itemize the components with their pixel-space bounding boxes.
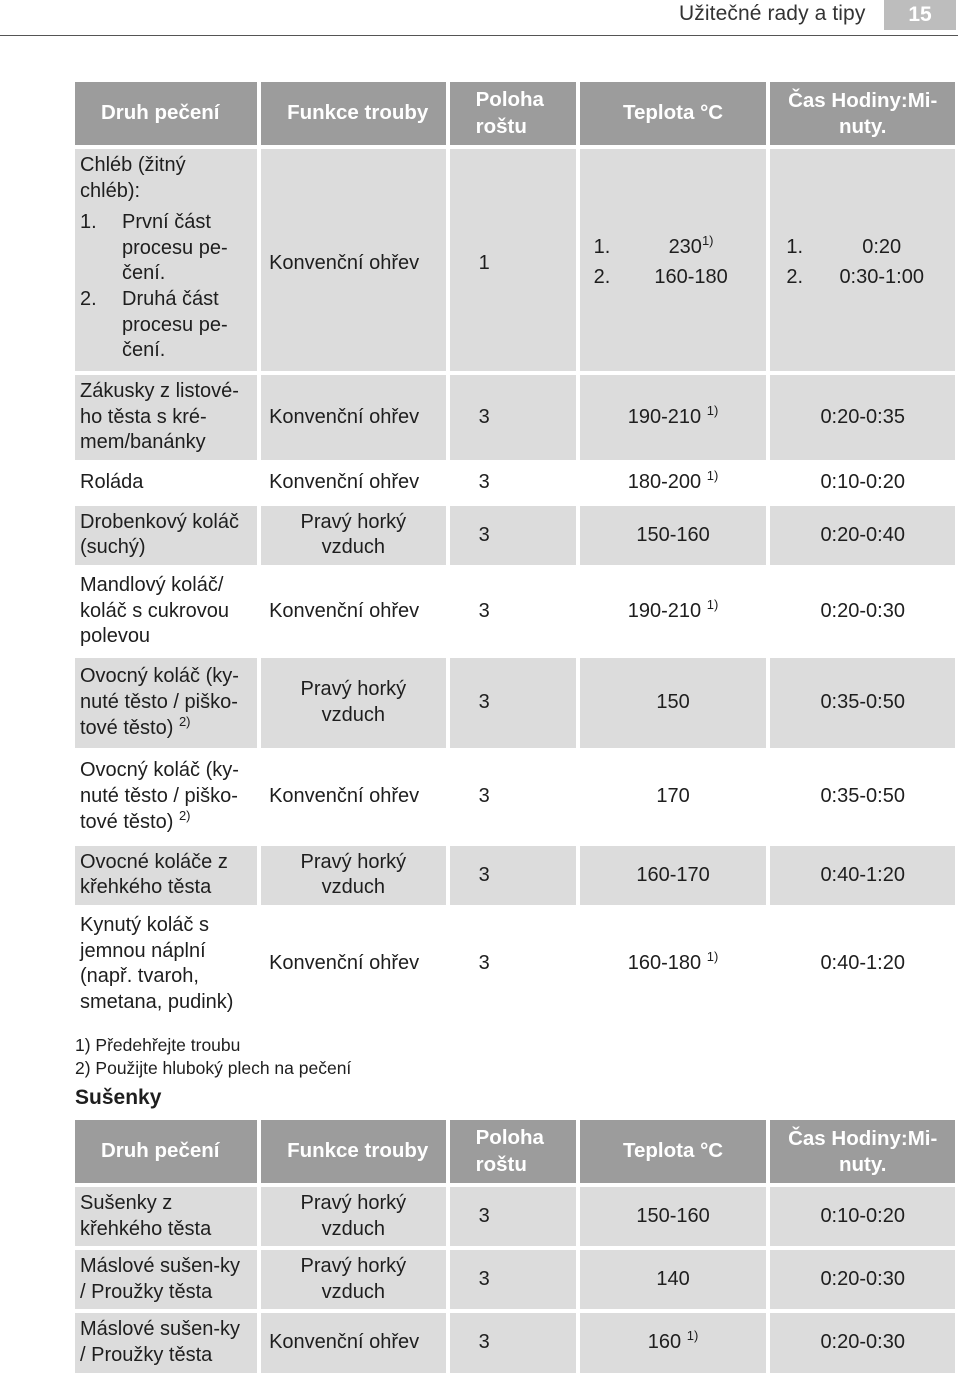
- section-header-title: Užitečné rady a tipy: [679, 2, 866, 25]
- section-title: Sušenky: [75, 1086, 162, 1109]
- cell-temperature: [576, 1187, 767, 1246]
- list-item: [80, 210, 251, 287]
- header-divider: [0, 35, 958, 36]
- cell-type: Mandlový koláč/ koláč s cukrovou polevou: [75, 569, 257, 654]
- footnote: 2) Použijte hluboký plech na pečení: [75, 1057, 352, 1078]
- temp-value: 140: [656, 1267, 690, 1290]
- row-name: Chléb (žitný chléb):: [80, 154, 186, 202]
- cell-position: 1: [446, 149, 576, 371]
- cell-function: Pravý horký vzduch: [257, 846, 446, 905]
- table-row: [75, 752, 955, 842]
- steps-list: [80, 210, 251, 364]
- temp-value: 160-180: [654, 265, 728, 288]
- cell-position: 3: [446, 909, 576, 1019]
- cell-function: Pravý horký vzduch: [257, 658, 446, 748]
- cell-position: 3: [446, 846, 576, 905]
- step-number: 1.: [80, 211, 97, 234]
- footnote-ref: 1): [701, 233, 714, 248]
- temp-value: 160-180: [627, 952, 702, 975]
- table-row: [75, 506, 955, 565]
- cell-temperature: [576, 506, 767, 565]
- cell-position: 3: [446, 1250, 576, 1309]
- cell-time: 0:20-0:30: [766, 569, 955, 654]
- temp-value: 190-210: [627, 405, 702, 428]
- time-value: 0:20: [862, 236, 902, 258]
- col-header-temperature: Teplota °C: [576, 1120, 767, 1183]
- cell-type: Sušenky z křehkého těsta: [75, 1187, 257, 1246]
- baking-table: [75, 78, 955, 1023]
- page-header: [0, 0, 960, 38]
- cell-type: [75, 149, 257, 371]
- cell-function: Konvenční ohřev: [257, 464, 446, 502]
- cell-type: Máslové sušen-ky / Proužky těsta: [75, 1313, 257, 1372]
- cell-time: 0:40-1:20: [766, 846, 955, 905]
- step-number: 2.: [80, 287, 97, 310]
- cell-position: 3: [446, 506, 576, 565]
- col-header-temperature: Teplota °C: [576, 82, 767, 145]
- col-header-type: Druh pečení: [75, 82, 257, 145]
- table-row: [75, 464, 955, 502]
- table-row: [75, 569, 955, 654]
- cell-type: Zákusky z listové-ho těsta s kré-mem/banánky: [75, 375, 257, 460]
- cell-temperature: [576, 909, 767, 1019]
- step-text: První část procesu pe-čení.: [122, 211, 228, 285]
- row-name: Ovocný koláč (ky-nuté těsto / piško-tové těsto): [80, 665, 239, 739]
- cell-function: Konvenční ohřev: [257, 909, 446, 1019]
- col-header-position: Poloha roštu: [446, 82, 576, 145]
- cell-position: 3: [446, 658, 576, 748]
- cell-time: 0:40-1:20: [766, 909, 955, 1019]
- cookies-table: [75, 1116, 955, 1377]
- cell-temperature: [576, 149, 767, 371]
- cell-temperature: [576, 1313, 767, 1372]
- cell-time: 0:20-0:40: [766, 506, 955, 565]
- footnote-ref: 2): [178, 807, 191, 823]
- cell-type: [75, 658, 257, 748]
- cell-temperature: [576, 752, 767, 842]
- cell-position: 3: [446, 464, 576, 502]
- footnote-ref: 2): [178, 713, 191, 729]
- col-header-time: Čas Hodiny:Mi-nuty.: [766, 82, 955, 145]
- cell-type: Drobenkový koláč (suchý): [75, 506, 257, 565]
- time-step-number: 1.: [786, 236, 804, 258]
- cell-function: Konvenční ohřev: [257, 752, 446, 842]
- footnote-ref: 1): [686, 1328, 699, 1344]
- cell-time: 0:10-0:20: [766, 1187, 955, 1246]
- cell-type: Roláda: [75, 464, 257, 502]
- footnote: 1) Předehřejte troubu: [75, 1035, 241, 1055]
- temp-step-number: 1.: [593, 236, 611, 258]
- cell-function: Konvenční ohřev: [257, 1313, 446, 1372]
- table-row: [75, 658, 955, 748]
- temp-step-number: 2.: [593, 265, 611, 288]
- cell-position: 3: [446, 752, 576, 842]
- cell-time: 0:20-0:30: [766, 1313, 955, 1372]
- cell-time: 0:35-0:50: [766, 658, 955, 748]
- table-row: [75, 1313, 955, 1372]
- cell-position: 3: [446, 375, 576, 460]
- table-row: [75, 149, 955, 371]
- list-item: [80, 287, 251, 364]
- cell-time: 0:35-0:50: [766, 752, 955, 842]
- cell-position: 3: [446, 569, 576, 654]
- table-row: [75, 375, 955, 460]
- cell-temperature: [576, 1250, 767, 1309]
- cell-function: Pravý horký vzduch: [257, 506, 446, 565]
- cell-type: Máslové sušen-ky / Proužky těsta: [75, 1250, 257, 1309]
- temp-value: 180-200: [627, 470, 702, 493]
- time-step-number: 2.: [786, 265, 804, 288]
- footnote-ref: 1): [706, 402, 719, 418]
- page-number-badge: 15: [884, 0, 956, 30]
- cell-function: Konvenční ohřev: [257, 569, 446, 654]
- table-row: [75, 1250, 955, 1309]
- temp-value: 190-210: [627, 599, 702, 622]
- temp-value: 170: [656, 784, 690, 807]
- temp-value: 160: [647, 1331, 682, 1354]
- footnote-ref: 1): [706, 949, 719, 965]
- cell-time: 0:10-0:20: [766, 464, 955, 502]
- cell-temperature: [576, 846, 767, 905]
- temp-value: 150: [656, 690, 690, 713]
- time-value: 0:30-1:00: [839, 265, 924, 288]
- footnotes: [75, 1034, 351, 1080]
- table-row: [75, 846, 955, 905]
- row-name: Ovocný koláč (ky-nuté těsto / piško-tové těsto): [80, 759, 239, 833]
- cell-time: 0:20-0:30: [766, 1250, 955, 1309]
- temp-value: 230: [668, 236, 702, 258]
- cell-temperature: [576, 658, 767, 748]
- col-header-function: Funkce trouby: [257, 82, 446, 145]
- table-row: [75, 1187, 955, 1246]
- temp-value: 160-170: [636, 863, 710, 886]
- cell-function: Pravý horký vzduch: [257, 1187, 446, 1246]
- col-header-function: Funkce trouby: [257, 1120, 446, 1183]
- table-header-row: [75, 1120, 955, 1183]
- footnote-ref: 1): [706, 596, 719, 612]
- cell-position: 3: [446, 1313, 576, 1372]
- cell-temperature: [576, 464, 767, 502]
- cell-time: 0:20-0:35: [766, 375, 955, 460]
- cell-function: Konvenční ohřev: [257, 149, 446, 371]
- cell-type: [75, 752, 257, 842]
- cell-position: 3: [446, 1187, 576, 1246]
- table-header-row: [75, 82, 955, 145]
- cell-type: Ovocné koláče z křehkého těsta: [75, 846, 257, 905]
- cell-function: Konvenční ohřev: [257, 375, 446, 460]
- cell-temperature: [576, 375, 767, 460]
- cell-time: [766, 149, 955, 371]
- temp-value: 150-160: [636, 523, 710, 546]
- cell-function: Pravý horký vzduch: [257, 1250, 446, 1309]
- table-row: [75, 909, 955, 1019]
- cell-type: Kynutý koláč s jemnou náplní (např. tvaroh, smetana, pudink): [75, 909, 257, 1019]
- temp-value: 150-160: [636, 1204, 710, 1227]
- footnote-ref: 1): [706, 467, 719, 483]
- cell-temperature: [576, 569, 767, 654]
- col-header-time: Čas Hodiny:Mi-nuty.: [766, 1120, 955, 1183]
- step-text: Druhá část procesu pe-čení.: [122, 287, 228, 362]
- col-header-position: Poloha roštu: [446, 1120, 576, 1183]
- col-header-type: Druh pečení: [75, 1120, 257, 1183]
